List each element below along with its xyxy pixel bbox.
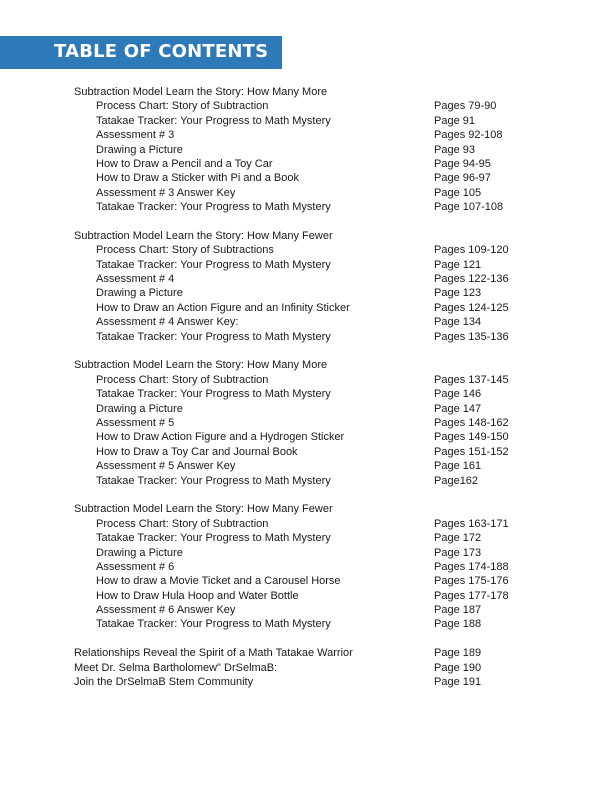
entry-page-ref: Pages 135-136 (434, 330, 509, 343)
entry-page-ref: Page 173 (434, 546, 482, 559)
toc-entry (74, 474, 554, 488)
entry-page-ref: Pages 148-162 (434, 416, 509, 429)
entry-page-ref: Page 161 (434, 460, 482, 473)
page-title: TABLE OF CONTENTS (54, 41, 269, 62)
entry-title: Tatakae Tracker: Your Progress to Math Mystery (96, 330, 331, 343)
toc-entry (74, 531, 554, 545)
toc-section-heading (74, 229, 554, 243)
section-heading-text: Relationships Reveal the Spirit of a Math Tatakae Warrior (74, 647, 353, 660)
entry-page-ref: Pages 151-152 (434, 445, 509, 458)
toc-section (74, 85, 554, 215)
toc-entry (74, 459, 554, 473)
title-banner (0, 36, 282, 69)
section-heading-text: Meet Dr. Selma Bartholomew" DrSelmaB: (74, 661, 278, 674)
toc-section (74, 229, 554, 344)
toc-section (74, 502, 554, 632)
toc-section-heading (74, 661, 554, 675)
toc-entry (74, 603, 554, 617)
entry-page-ref: Page 172 (434, 532, 482, 545)
entry-title: Assessment # 4 Answer Key: (96, 316, 239, 329)
toc-entry (74, 200, 554, 214)
entry-page-ref: Page 105 (434, 186, 482, 199)
entry-title: How to Draw a Pencil and a Toy Car (96, 157, 273, 170)
entry-title: Tatakae Tracker: Your Progress to Math Mystery (96, 258, 331, 271)
toc-entry (74, 330, 554, 344)
entry-title: Assessment # 5 Answer Key (96, 460, 236, 473)
entry-title: Tatakae Tracker: Your Progress to Math Mystery (96, 618, 331, 631)
entry-title: Drawing a Picture (96, 143, 183, 156)
toc-entry (74, 186, 554, 200)
entry-page-ref: Page 123 (434, 287, 482, 300)
entry-page-ref: Pages 177-178 (434, 589, 509, 602)
toc-entry (74, 617, 554, 631)
entry-title: How to Draw a Toy Car and Journal Book (96, 445, 298, 458)
entry-title: Assessment # 4 (96, 273, 175, 286)
entry-title: Tatakae Tracker: Your Progress to Math Mystery (96, 114, 331, 127)
entry-title: Process Chart: Story of Subtractions (96, 244, 274, 257)
section-heading-text: Subtraction Model Learn the Story: How Many Fewer (74, 229, 333, 242)
entry-title: Assessment # 3 (96, 129, 175, 142)
toc-entry (74, 243, 554, 257)
entry-page-ref: Page 146 (434, 388, 482, 401)
toc-entry (74, 546, 554, 560)
entry-page-ref: Pages 163-171 (434, 517, 509, 530)
entry-page-ref: Pages 122-136 (434, 273, 509, 286)
entry-page-ref: Page 121 (434, 258, 482, 271)
entry-page-ref: Page 191 (434, 676, 482, 689)
toc-entry (74, 387, 554, 401)
toc-entry (74, 402, 554, 416)
entry-page-ref: Pages 175-176 (434, 575, 509, 588)
toc-section (74, 358, 554, 488)
entry-title: How to Draw Action Figure and a Hydrogen Sticker (96, 431, 345, 444)
entry-title: Assessment # 5 (96, 416, 175, 429)
toc-entry (74, 157, 554, 171)
entry-title: How to Draw an Action Figure and an Infinity Sticker (96, 301, 350, 314)
toc-entry (74, 114, 554, 128)
section-heading-text: Subtraction Model Learn the Story: How Many More (74, 86, 328, 98)
entry-title: Drawing a Picture (96, 402, 183, 415)
section-heading-text: Subtraction Model Learn the Story: How Many Fewer (74, 503, 333, 516)
entry-title: Process Chart: Story of Subtraction (96, 373, 269, 386)
entry-title: Tatakae Tracker: Your Progress to Math Mystery (96, 201, 331, 214)
toc-entry (74, 315, 554, 329)
entry-page-ref: Page 147 (434, 402, 482, 415)
entry-page-ref: Pages 174-188 (434, 560, 509, 573)
toc-entry (74, 301, 554, 315)
toc-entry (74, 258, 554, 272)
entry-title: Process Chart: Story of Subtraction (96, 517, 269, 530)
entry-page-ref: Page 91 (434, 114, 475, 127)
entry-title: Tatakae Tracker: Your Progress to Math Mystery (96, 388, 331, 401)
toc-entry (74, 560, 554, 574)
entry-title: Assessment # 6 (96, 560, 175, 573)
toc-entry (74, 128, 554, 142)
section-heading-text: Subtraction Model Learn the Story: How Many More (74, 359, 328, 372)
toc-closing-section (74, 646, 554, 689)
entry-title: Assessment # 3 Answer Key (96, 186, 236, 199)
entry-page-ref: Pages 79-90 (434, 100, 497, 113)
entry-title: How to Draw a Sticker with Pi and a Book (96, 172, 299, 185)
entry-page-ref: Page 107-108 (434, 201, 504, 214)
toc-entry (74, 272, 554, 286)
entry-title: Tatakae Tracker: Your Progress to Math Mystery (96, 474, 331, 487)
entry-page-ref: Pages 124-125 (434, 301, 509, 314)
toc-entry (74, 574, 554, 588)
entry-title: Drawing a Picture (96, 287, 183, 300)
entry-page-ref: Page 187 (434, 604, 482, 617)
entry-page-ref: Pages 137-145 (434, 373, 509, 386)
entry-page-ref: Page162 (434, 474, 479, 487)
toc-entry (74, 373, 554, 387)
entry-page-ref: Page 134 (434, 316, 482, 329)
entry-title: Process Chart: Story of Subtraction (96, 100, 269, 113)
toc-entry (74, 99, 554, 113)
entry-page-ref: Page 190 (434, 661, 482, 674)
toc-entry (74, 143, 554, 157)
toc-entry (74, 517, 554, 531)
entry-page-ref: Page 96-97 (434, 172, 491, 185)
toc-entry (74, 445, 554, 459)
toc-section-heading (74, 675, 554, 689)
entry-page-ref: Pages 92-108 (434, 129, 503, 142)
entry-title: How to Draw Hula Hoop and Water Bottle (96, 589, 299, 602)
entry-title: Tatakae Tracker: Your Progress to Math Mystery (96, 532, 331, 545)
entry-page-ref: Page 93 (434, 143, 475, 156)
toc-entry (74, 171, 554, 185)
toc-section-heading (74, 646, 554, 660)
toc-section-heading (74, 358, 554, 372)
toc-sections (74, 85, 554, 632)
entry-title: How to draw a Movie Ticket and a Carousel Horse (96, 575, 341, 588)
toc-entry (74, 286, 554, 300)
entry-page-ref: Pages 149-150 (434, 431, 509, 444)
toc-entry (74, 416, 554, 430)
entry-title: Assessment # 6 Answer Key (96, 604, 236, 617)
entry-title: Drawing a Picture (96, 546, 183, 559)
toc-entry (74, 430, 554, 444)
toc-section-heading (74, 85, 554, 99)
table-of-contents (74, 85, 554, 704)
section-heading-text: Join the DrSelmaB Stem Community (74, 676, 254, 689)
toc-entry (74, 589, 554, 603)
entry-page-ref: Page 94-95 (434, 157, 491, 170)
entry-page-ref: Pages 109-120 (434, 244, 509, 257)
toc-section-heading (74, 502, 554, 516)
entry-page-ref: Page 188 (434, 618, 482, 631)
entry-page-ref: Page 189 (434, 647, 482, 660)
